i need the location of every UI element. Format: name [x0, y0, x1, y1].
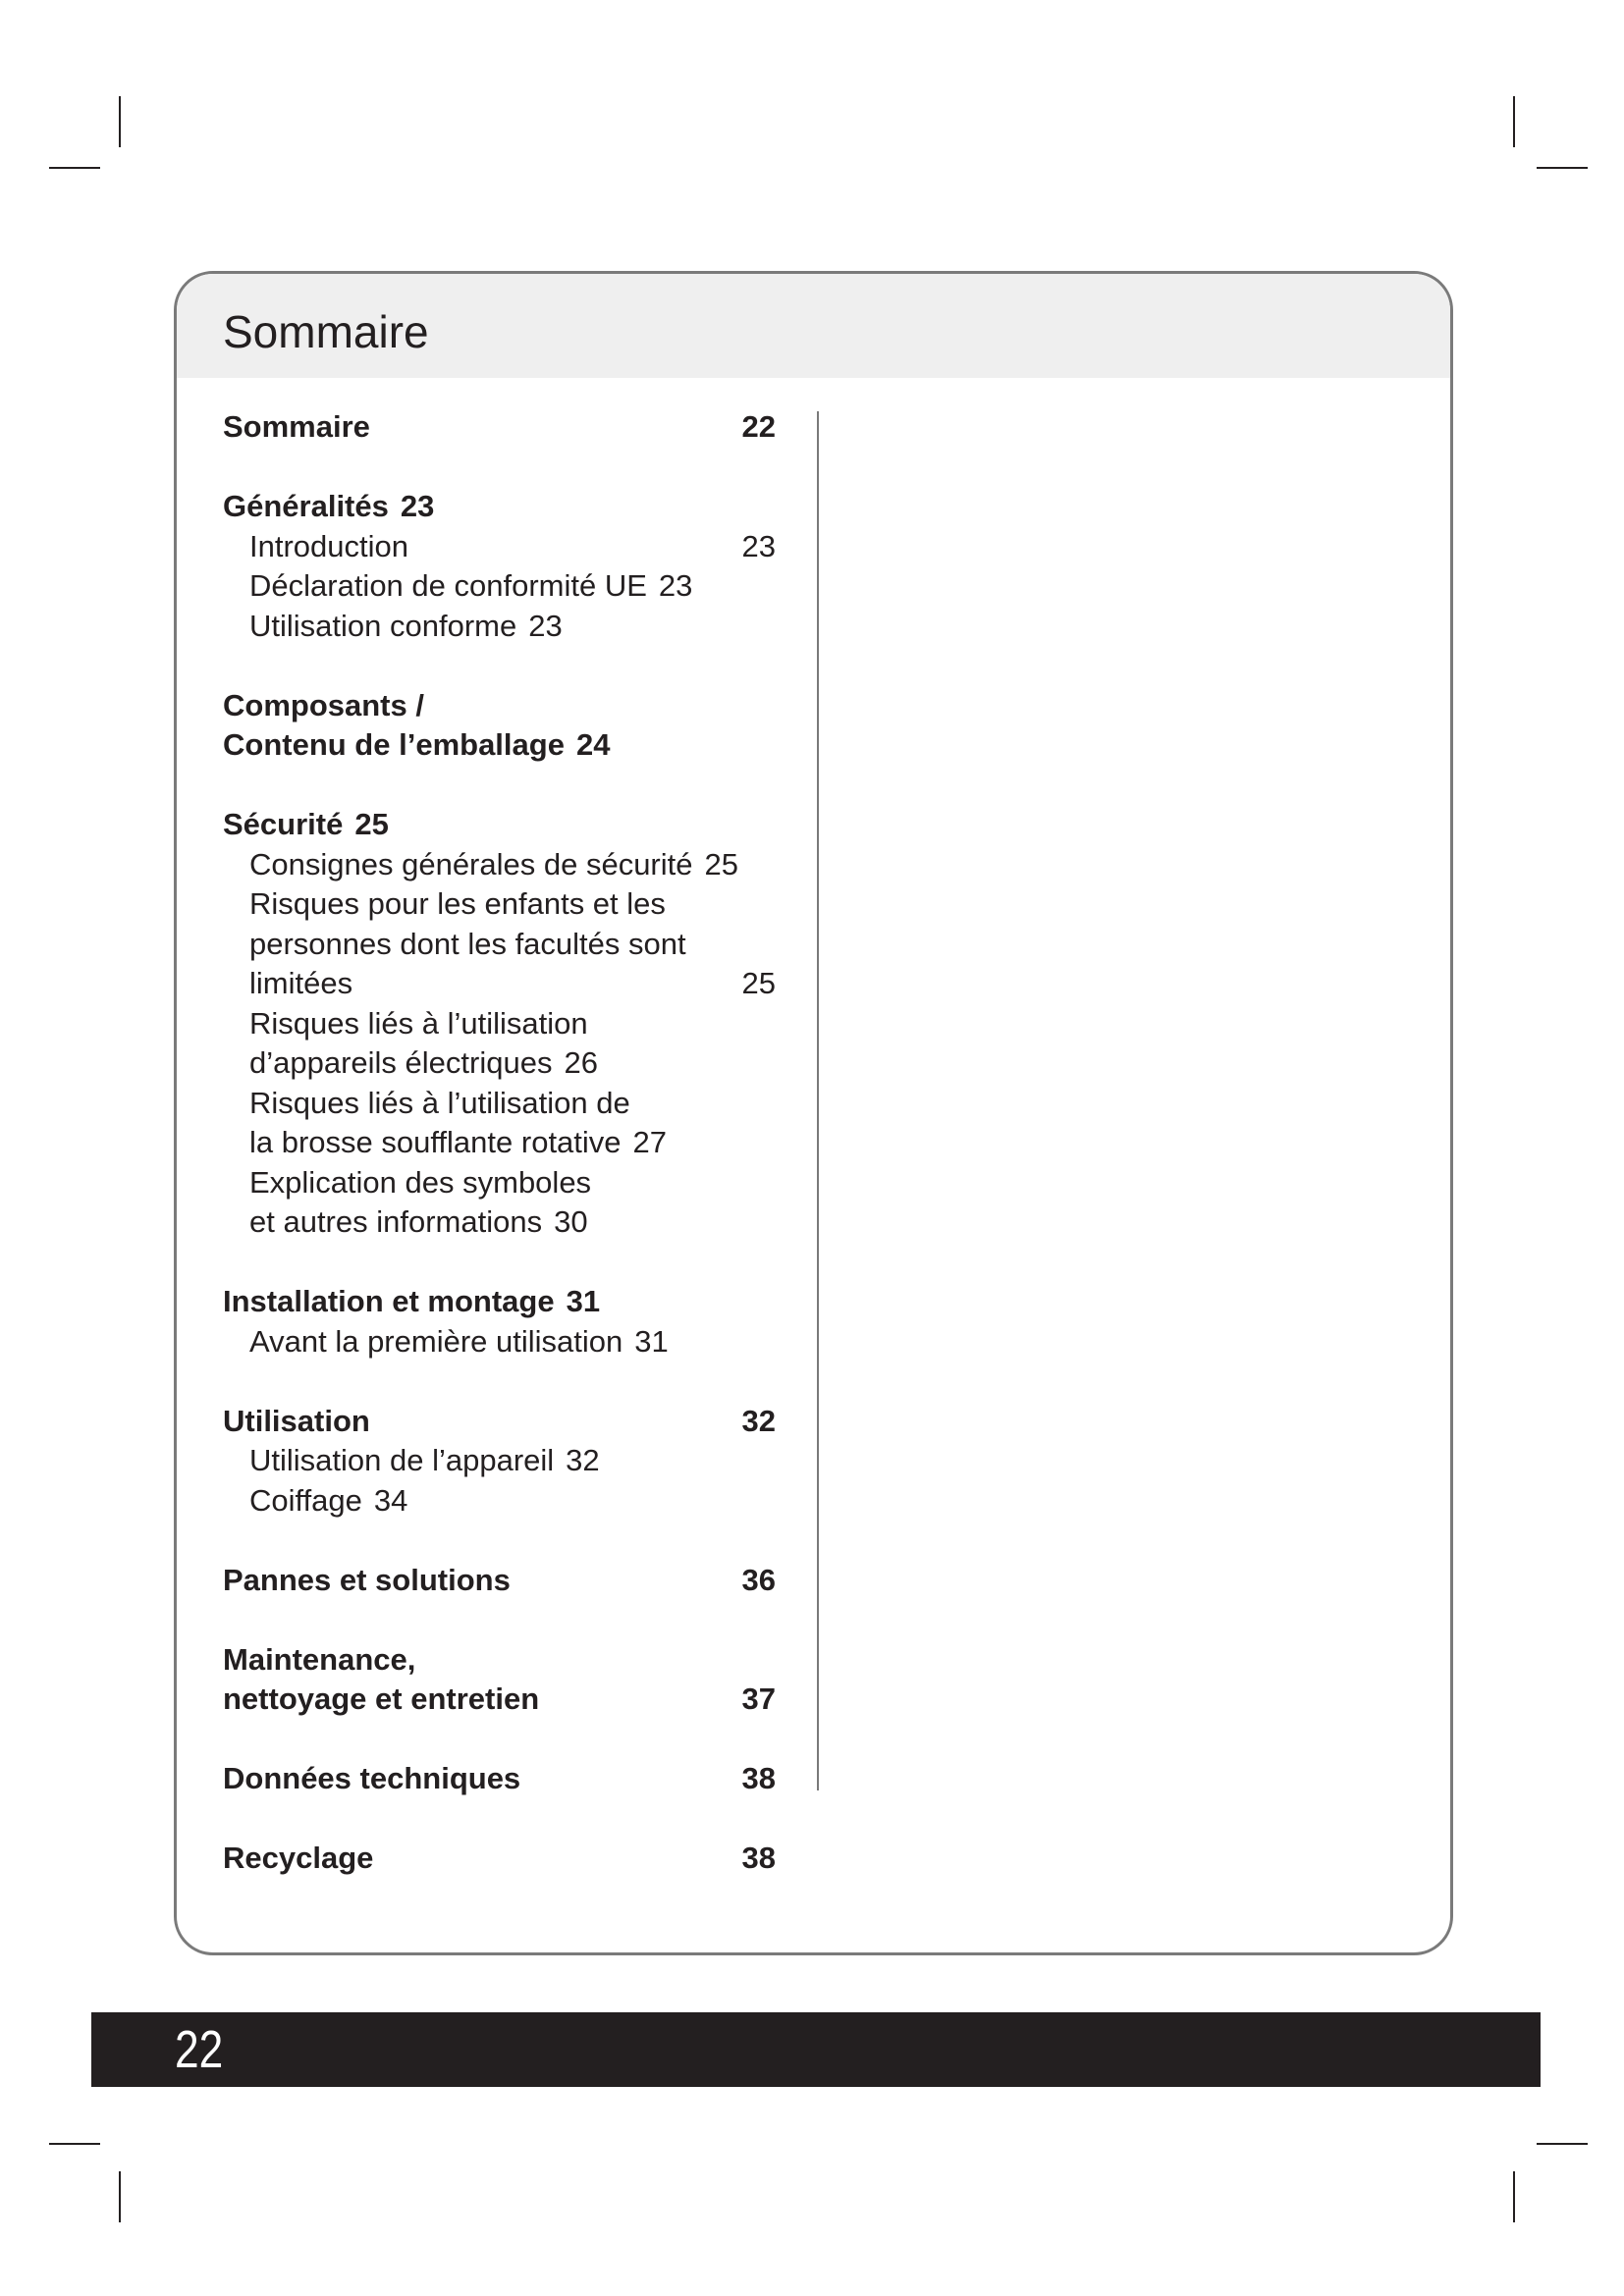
toc-entry-title: Installation et montage	[223, 1284, 555, 1318]
toc-page-number: 32	[741, 1403, 776, 1438]
contents-panel	[174, 271, 1453, 1955]
toc-entry-title: Risques liés à l’utilisation	[249, 1005, 588, 1041]
toc-entry-title: Consignes générales de sécurité	[249, 846, 693, 881]
toc-section	[223, 1282, 776, 1362]
toc-page-number: 30	[554, 1204, 588, 1239]
toc-subentry	[223, 607, 776, 647]
toc-subentry	[223, 1441, 776, 1481]
toc-entry-title: Sommaire	[223, 409, 370, 444]
toc-entry-title: Généralités	[223, 489, 389, 523]
toc-page-number: 37	[741, 1682, 776, 1716]
toc-entry-title: Utilisation conforme	[249, 608, 517, 643]
toc-entry-title: Contenu de l’emballage	[223, 727, 565, 762]
toc-entry-title: la brosse soufflante rotative	[249, 1125, 622, 1159]
toc-subentry	[223, 1123, 776, 1163]
toc-heading	[223, 1680, 776, 1720]
toc-page-number: 32	[566, 1443, 600, 1477]
toc-subentry	[223, 1043, 776, 1084]
toc-entry-title: d’appareils électriques	[249, 1045, 553, 1080]
toc-page-number: 38	[741, 1841, 776, 1875]
toc-section	[223, 1839, 776, 1879]
crop-mark-top-right-vertical	[1513, 96, 1515, 147]
toc-page-number: 23	[658, 568, 693, 603]
crop-mark-top-left-horizontal	[49, 167, 100, 169]
toc-entry-title: Recyclage	[223, 1841, 374, 1875]
toc-entry-title: Sécurité	[223, 807, 344, 841]
toc-entry-title: Utilisation	[223, 1403, 370, 1438]
toc-page-number: 38	[741, 1761, 776, 1795]
toc-entry-title: limitées	[249, 966, 353, 1000]
page-title: Sommaire	[223, 306, 429, 357]
toc-heading	[223, 1561, 776, 1601]
footer-bar	[91, 2012, 1541, 2087]
toc-heading	[223, 686, 776, 726]
toc-heading	[223, 1640, 776, 1681]
toc-page-number: 23	[528, 608, 563, 643]
toc-entry-title: Données techniques	[223, 1761, 521, 1795]
toc-entry-title: Introduction	[249, 528, 408, 563]
toc-entry-title: Risques liés à l’utilisation de	[249, 1085, 630, 1120]
toc-entry-title: nettoyage et entretien	[223, 1682, 540, 1716]
toc-section	[223, 686, 776, 766]
toc-entry-title: Pannes et solutions	[223, 1562, 511, 1597]
crop-mark-top-right-horizontal	[1537, 167, 1588, 169]
toc-subentry	[223, 1004, 776, 1044]
toc-heading	[223, 1402, 776, 1442]
toc-page-number: 26	[564, 1045, 598, 1080]
toc-page-number: 34	[373, 1482, 408, 1518]
toc-heading	[223, 407, 776, 448]
toc-heading	[223, 1839, 776, 1879]
toc-page-number: 23	[400, 489, 435, 523]
toc-entry-title: Coiffage	[249, 1482, 362, 1518]
toc-page-number: 25	[741, 966, 776, 1000]
toc-section	[223, 1561, 776, 1601]
toc-page-number: 23	[741, 528, 776, 563]
toc-subentry	[223, 1481, 776, 1522]
toc-entry-title: Avant la première utilisation	[249, 1323, 623, 1359]
toc-heading	[223, 1282, 776, 1322]
toc-subentry	[223, 964, 776, 1004]
toc-page-number: 31	[566, 1284, 601, 1318]
toc-section	[223, 1402, 776, 1522]
toc-entry-title: Déclaration de conformité UE	[249, 568, 647, 603]
toc-entry-title: et autres informations	[249, 1204, 543, 1239]
toc-section	[223, 1640, 776, 1720]
toc-subentry	[223, 1202, 776, 1243]
toc-subentry	[223, 845, 776, 885]
toc-subentry	[223, 1084, 776, 1124]
toc-subentry	[223, 925, 776, 965]
toc-page-number: 25	[704, 846, 738, 881]
table-of-contents	[223, 407, 776, 1918]
crop-mark-bottom-left-horizontal	[49, 2143, 100, 2145]
toc-page-number: 27	[632, 1125, 668, 1159]
toc-section	[223, 487, 776, 646]
toc-entry-title: Risques pour les enfants et les	[249, 886, 666, 921]
toc-page-number: 31	[634, 1323, 669, 1359]
toc-subentry	[223, 1322, 776, 1362]
toc-subentry	[223, 884, 776, 925]
crop-mark-top-left-vertical	[119, 96, 121, 147]
crop-mark-bottom-right-vertical	[1513, 2171, 1515, 2222]
toc-heading	[223, 725, 776, 766]
toc-entry-title: Explication des symboles	[249, 1164, 592, 1200]
toc-entry-title: Utilisation de l’appareil	[249, 1443, 555, 1477]
toc-section	[223, 1759, 776, 1799]
toc-page-number: 36	[741, 1562, 776, 1597]
toc-entry-title: personnes dont les facultés sont	[249, 926, 686, 961]
toc-page-number: 22	[741, 409, 776, 444]
toc-subentry	[223, 566, 776, 607]
toc-page-number: 24	[575, 727, 611, 762]
toc-section	[223, 805, 776, 1243]
toc-subentry	[223, 1163, 776, 1203]
toc-entry-title: Maintenance,	[223, 1641, 416, 1677]
toc-subentry	[223, 527, 776, 567]
toc-section	[223, 407, 776, 448]
page-number: 22	[175, 2020, 224, 2079]
toc-page-number: 25	[354, 807, 389, 841]
crop-mark-bottom-left-vertical	[119, 2171, 121, 2222]
toc-entry-title: Composants /	[223, 687, 424, 722]
toc-heading	[223, 487, 776, 527]
toc-heading	[223, 1759, 776, 1799]
toc-heading	[223, 805, 776, 845]
column-divider	[817, 411, 819, 1790]
crop-mark-bottom-right-horizontal	[1537, 2143, 1588, 2145]
